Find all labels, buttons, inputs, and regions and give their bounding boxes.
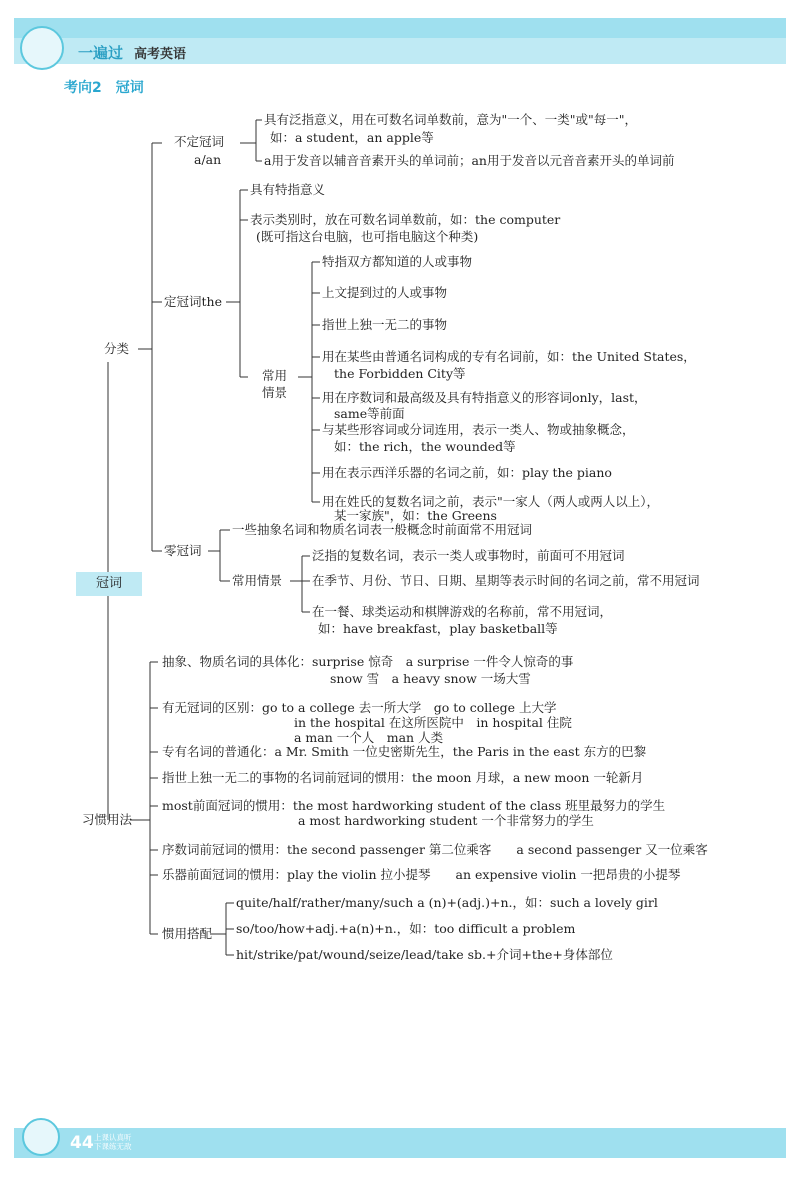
zero-usage-label: 常用情景: [232, 573, 283, 588]
definite-usage-item-cont: 某一家族"，如：the Greens: [334, 508, 497, 523]
classify-label: 分类: [104, 341, 130, 356]
definite-item-2: 表示类别时，放在可数名词单数前，如：the computer: [250, 212, 561, 227]
definite-usage-item: 用在姓氏的复数名词之前，表示"一家人（两人或两人以上），: [322, 494, 660, 509]
idioms-label: 习惯用法: [82, 812, 133, 827]
idiom-item-cont: a most hardworking student 一个非常努力的学生: [298, 813, 594, 828]
definite-usage-item: 用在表示西洋乐器的名词之前，如：play the piano: [322, 465, 612, 480]
definite-usage-item: 与某些形容词或分词连用，表示一类人、物或抽象概念，: [322, 422, 635, 437]
definite-usage-item: 用在序数词和最高级及具有特指意义的形容词only，last，: [322, 390, 647, 405]
idiom-item: most前面冠词的惯用：the most hardworking student of the class 班里最努力的学生: [162, 798, 666, 813]
zero-usage-item-cont: 如：have breakfast，play basketball等: [318, 621, 558, 636]
idiom-item: 序数词前冠词的惯用：the second passenger 第二位乘客 a second passenger 又一位乘客: [162, 842, 708, 857]
idiom-item: 专有名词的普通化：a Mr. Smith 一位史密斯先生，the Paris in the east 东方的巴黎: [162, 744, 647, 759]
subject-title: 高考英语: [134, 47, 187, 62]
mascot-footer-icon: [22, 1118, 60, 1156]
definite-usage-item-cont: the Forbidden City等: [334, 366, 466, 381]
collocation-label: 惯用搭配: [162, 926, 213, 941]
definite-usage-label: 常用: [262, 368, 288, 383]
definite-usage-item: 上文提到过的人或事物: [322, 285, 448, 300]
idiom-item: 有无冠词的区别：go to a college 去一所大学 go to college 上大学: [162, 700, 557, 715]
root-node: 冠词: [76, 572, 142, 596]
collocation-item: so/too/how+adj.+a(n)+n.，如：too difficult a problem: [236, 921, 576, 936]
idiom-item-cont: in the hospital 在这所医院中 in hospital 住院: [294, 715, 572, 730]
definite-label: 定冠词the: [164, 294, 222, 309]
brand-title: 一遍过: [78, 44, 124, 62]
definite-usage-item: 用在某些由普通名词构成的专有名词前，如：the United States，: [322, 349, 696, 364]
zero-usage-item: 泛指的复数名词，表示一类人或事物时，前面可不用冠词: [312, 548, 625, 563]
footer-slogan-2: 下课练无敌: [94, 1142, 132, 1151]
definite-item-1: 具有特指意义: [250, 182, 326, 197]
collocation-item: hit/strike/pat/wound/seize/lead/take sb.+介词+the+身体部位: [236, 947, 613, 962]
indefinite-item-1: 具有泛指意义，用在可数名词单数前，意为"一个、一类"或"每一"，: [264, 112, 637, 127]
definite-usage-item: 特指双方都知道的人或事物: [322, 254, 473, 269]
indefinite-item-2: a用于发音以辅音音素开头的单词前；an用于发音以元音音素开头的单词前: [264, 153, 675, 168]
collocation-item: quite/half/rather/many/such a (n)+(adj.)+n.，如：such a lovely girl: [236, 895, 658, 910]
indefinite-item-1-example: 如：a student，an apple等: [270, 130, 434, 145]
idiom-item: 乐器前面冠词的惯用：play the violin 拉小提琴 an expensive violin 一把昂贵的小提琴: [162, 867, 681, 882]
page-number: 44: [70, 1133, 94, 1153]
definite-usage-item-cont: 如：the rich，the wounded等: [334, 439, 516, 454]
zero-usage-item: 在季节、月份、节日、日期、星期等表示时间的名词之前，常不用冠词: [312, 573, 700, 588]
idiom-item: 抽象、物质名词的具体化：surprise 惊奇 a surprise 一件令人惊奇的事: [162, 654, 574, 669]
definite-usage-label-2: 情景: [262, 385, 288, 400]
definite-usage-item: 指世上独一无二的事物: [322, 317, 448, 332]
zero-item-1: 一些抽象名词和物质名词表一般概念时前面常不用冠词: [232, 522, 533, 537]
zero-label: 零冠词: [164, 543, 202, 558]
idiom-item: 指世上独一无二的事物的名词前冠词的惯用：the moon 月球，a new moon 一轮新月: [162, 770, 644, 785]
indefinite-label: 不定冠词: [174, 134, 225, 149]
section-title: 考向2 冠词: [64, 80, 144, 96]
zero-usage-item: 在一餐、球类运动和棋牌游戏的名称前，常不用冠词，: [312, 604, 613, 619]
definite-item-2-note: (既可指这台电脑，也可指电脑这个种类): [256, 229, 479, 244]
idiom-item-cont: snow 雪 a heavy snow 一场大雪: [330, 671, 531, 686]
idiom-item-cont: a man 一个人 man 人类: [294, 730, 444, 745]
indefinite-label-sub: a/an: [194, 152, 222, 167]
definite-usage-item-cont: same等前面: [334, 406, 405, 421]
footer-slogan-1: 上课认真听: [94, 1133, 132, 1142]
